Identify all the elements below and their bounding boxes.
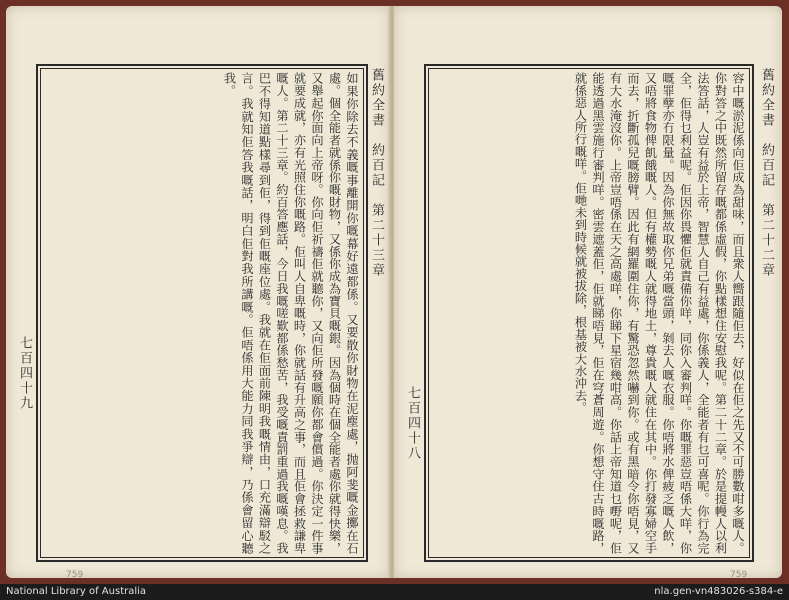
- text-frame: [36, 64, 368, 562]
- text-frame: [424, 64, 754, 562]
- left-page-text: 如果你除去不義嘅事離開你嘅幕好遠都係。又要散你財物在泥塵處，抛阿斐嘅金擲在石處。個全能者就係你嘅財物，又係你成為寶貝嘅銀。因為個時在個全能者處你就得快樂，又舉起你面向上帝呀。你向佢祈禱佢就聽你，又向佢所發嘅願你都會償過。你決定一件事就要成就，亦有光照住你嘅路。佢叫人自卑嘅時，你就話有升高之事，而且佢會拯救謙卑嘅人。第二十三章。約百答應話，今日我嘅嗟歎都係愁苦，我受嘅責罰重過我嘅嘆息。我巴不得知道點樣尋到佢，得到佢嘅座位處。我就在佢面前陳明我嘅情由，口充滿辯駁之言。我就知佢答我嘅話，明白佢對我所講嘅。佢唔係用大能力同我爭辯，乃係會留心聽我。: [222, 72, 359, 554]
- right-page-header: [756, 68, 776, 278]
- pencil-annotation: 759: [66, 570, 84, 580]
- library-footer: [0, 584, 789, 600]
- library-name: National Library of Australia: [6, 586, 147, 597]
- left-page-number: 七百四十九: [17, 336, 32, 411]
- chapter-label: 第二十三章: [369, 203, 384, 278]
- right-page-text: 容中嘅淤泥係向佢成為甜味，而且衆人嚮跟隨佢去，好似在佢之先又不可勝數咁多嘅人。你對答之中既然所留存嘅都係虛假，你點樣想住安慰我呢。第二十二章。於是提幔人以利法答話，人豈有益於上帝，智慧人自己有益處，你係義人，全能者有乜可喜呢。你行為完全，佢得乜利益呢。佢因你畏懼佢就責備你咩，同你入審判咩。你嘅罪惡豈唔係大咩，你嘅罪孽亦冇限量。因為你無故取你兄弟嘅當頭，剝去人嘅衣服。你唔將水俾疲乏嘅人飲，又唔將食物俾飢餓嘅人。但有權勢嘅人就得地土，尊貴嘅人就住在其中。你打發寡婦空手而去，折斷孤兒嘅膀臂。因此有網羅圍住你，有驚恐忽然嚇到你。或有黑暗令你唔見，又有大水淹沒你。上帝豈唔係在天之高處咩，你睇下星宿幾咁高。你話上帝知道乜嘢呢，佢能透過黑雲施行審判咩。密雲遮蓋佢，佢就睇唔見，佢在穹蒼周遊。你想守住古時嘅路，就係惡人所行嘅咩。佢哋未到時候就被拔除，根基被大水沖去。: [573, 72, 745, 554]
- pencil-annotation: 759: [730, 570, 748, 580]
- chapter-book-name: 約百記: [369, 143, 384, 188]
- chapter-book-name: 約百記: [759, 143, 774, 188]
- left-page: [6, 6, 390, 578]
- right-page-number: 七百四十八: [405, 386, 420, 461]
- left-page-header: [366, 68, 386, 278]
- chapter-label: 第二十二章: [759, 203, 774, 278]
- book-title: 舊約全書: [369, 68, 384, 128]
- right-page: [394, 6, 782, 578]
- book-title: 舊約全書: [759, 68, 774, 128]
- record-id: nla.gen-vn483026-s384-e: [654, 586, 783, 597]
